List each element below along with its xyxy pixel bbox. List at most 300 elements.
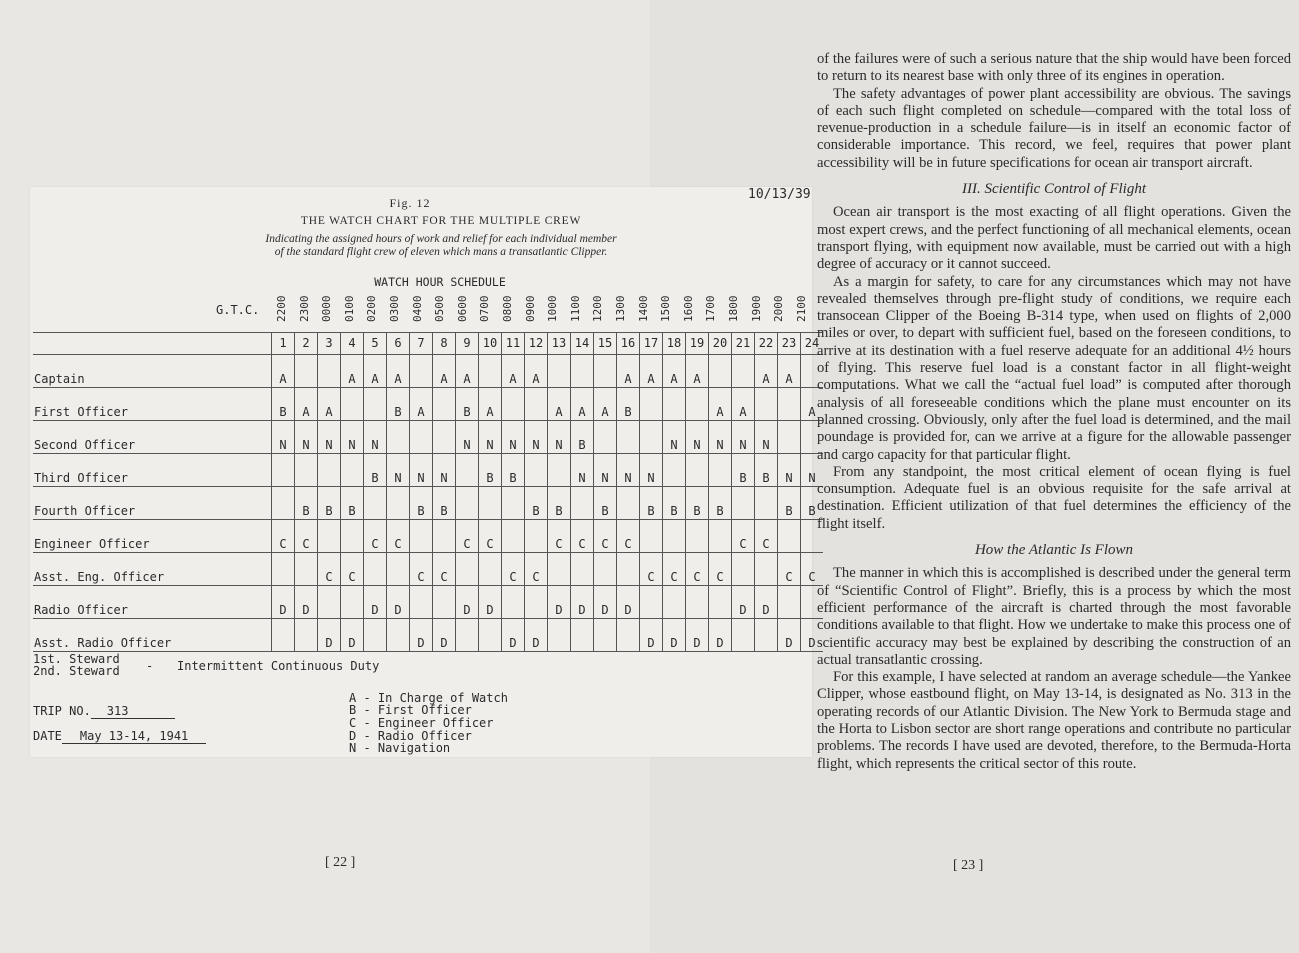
watch-cell: N: [387, 454, 410, 487]
watch-cell: [663, 586, 686, 619]
watch-cell: [433, 520, 456, 553]
watch-cell: [732, 619, 755, 652]
watch-cell: [272, 553, 295, 586]
watch-cell: B: [640, 487, 663, 520]
watch-cell: [272, 454, 295, 487]
watch-cell: [778, 421, 801, 454]
hour-label: [407, 292, 430, 327]
watch-cell: [387, 487, 410, 520]
hour-text: 2300: [297, 295, 311, 322]
watch-cell: [571, 355, 594, 388]
hour-label: [520, 292, 543, 327]
watch-cell: N: [617, 454, 640, 487]
watch-cell: N: [272, 421, 295, 454]
gtc-label: G.T.C.: [216, 303, 260, 317]
watch-cell: [433, 421, 456, 454]
hour-text: 0200: [365, 295, 379, 322]
watch-cell: D: [686, 619, 709, 652]
hour-text: 0600: [455, 295, 469, 322]
watch-cell: B: [617, 388, 640, 421]
hour-text: 0100: [342, 295, 356, 322]
legend-b: B - First Officer: [349, 703, 472, 717]
watch-cell: [778, 388, 801, 421]
steward-duty: Intermittent Continuous Duty: [177, 659, 380, 673]
watch-cell: A: [617, 355, 640, 388]
hour-label: [565, 292, 588, 327]
watch-cell: D: [732, 586, 755, 619]
watch-cell: A: [410, 388, 433, 421]
watch-cell: [272, 487, 295, 520]
watch-cell: D: [433, 619, 456, 652]
period-number: 3: [318, 333, 341, 355]
date-field: [33, 729, 206, 744]
hour-label: [655, 292, 678, 327]
watch-cell: A: [456, 355, 479, 388]
watch-cell: B: [502, 454, 525, 487]
watch-cell: B: [525, 487, 548, 520]
hour-text: 1600: [681, 295, 695, 322]
watch-cell: [778, 586, 801, 619]
watch-cell: D: [594, 586, 617, 619]
section-heading-scientific-control: III. Scientific Control of Flight: [962, 181, 1146, 198]
watch-cell: C: [456, 520, 479, 553]
watch-cell: D: [272, 586, 295, 619]
watch-cell: A: [318, 388, 341, 421]
watch-cell: D: [456, 586, 479, 619]
watch-cell: [479, 619, 502, 652]
hour-text: 1200: [591, 295, 605, 322]
watch-cell: C: [318, 553, 341, 586]
watch-cell: [709, 520, 732, 553]
period-number: 20: [709, 333, 732, 355]
hour-label: [384, 292, 407, 327]
period-number-row: [33, 333, 823, 355]
hour-text: 1400: [636, 295, 650, 322]
crew-row: [33, 586, 823, 619]
watch-cell: B: [686, 487, 709, 520]
hour-text: 1500: [659, 295, 673, 322]
watch-cell: C: [686, 553, 709, 586]
trip-number-label: TRIP NO.: [33, 704, 91, 718]
period-number: 7: [410, 333, 433, 355]
watch-cell: C: [801, 553, 824, 586]
watch-cell: [410, 520, 433, 553]
watch-cell: D: [801, 619, 824, 652]
watch-cell: [387, 421, 410, 454]
hour-text: 1900: [749, 295, 763, 322]
watch-cell: D: [617, 586, 640, 619]
hour-label: [316, 292, 339, 327]
watch-cell: D: [341, 619, 364, 652]
hour-label: [587, 292, 610, 327]
watch-cell: B: [755, 454, 778, 487]
watch-cell: [686, 586, 709, 619]
hour-text: 1700: [704, 295, 718, 322]
watch-cell: A: [709, 388, 732, 421]
watch-cell: N: [433, 454, 456, 487]
watch-cell: [456, 619, 479, 652]
watch-cell: N: [364, 421, 387, 454]
watch-cell: N: [341, 421, 364, 454]
crew-row: [33, 553, 823, 586]
hour-text: 0900: [523, 295, 537, 322]
paragraph-4: As a margin for safety, to care for any circumstances which may not have revealed themselves through pre-flight study of conditions, we require each transocean Clipper of the Boeing B-314 type, when used on flights of 2,000 miles or over, to depart with sufficient fuel, based on the foreseen conditions, to arrive at its destination with a fuel reserve adequate for an additional 4½ hours of flying. This reserve fuel load is a constant factor in all flight-weight computations. What we call the “actual fuel load” is computed after thorough analysis of all foreseeable conditions which the plane must encounter on its planned crossing. Obviously, only after the fuel load is determined, and the mail poundage is provided for, can we arrive at a figure for the allowable passenger and cargo capacity for that particular flight.: [817, 273, 1291, 463]
watch-cell: D: [295, 586, 318, 619]
hour-text: 0700: [478, 295, 492, 322]
crew-role-label: Engineer Officer: [33, 520, 272, 553]
watch-cell: [755, 553, 778, 586]
watch-cell: [295, 454, 318, 487]
watch-cell: [295, 355, 318, 388]
watch-cell: [410, 421, 433, 454]
watch-cell: N: [456, 421, 479, 454]
crew-row: [33, 487, 823, 520]
watch-cell: C: [295, 520, 318, 553]
watch-cell: [318, 520, 341, 553]
watch-cell: [525, 520, 548, 553]
right-page-text: [817, 51, 1291, 773]
steward-dash: -: [146, 659, 154, 673]
chart-title: THE WATCH CHART FOR THE MULTIPLE CREW: [300, 215, 582, 227]
date-label: DATE: [33, 729, 62, 743]
watch-cell: A: [686, 355, 709, 388]
watch-cell: [686, 520, 709, 553]
watch-cell: B: [479, 454, 502, 487]
watch-cell: D: [755, 586, 778, 619]
hour-text: 1800: [727, 295, 740, 322]
watch-cell: D: [548, 586, 571, 619]
watch-cell: A: [732, 388, 755, 421]
period-number: 17: [640, 333, 663, 355]
watch-cell: [525, 388, 548, 421]
watch-cell: B: [778, 487, 801, 520]
watch-cell: D: [640, 619, 663, 652]
watch-cell: [364, 553, 387, 586]
watch-cell: [364, 388, 387, 421]
watch-cell: D: [571, 586, 594, 619]
legend-n: N - Navigation: [349, 741, 451, 755]
watch-cell: [732, 355, 755, 388]
watch-cell: C: [479, 520, 502, 553]
watch-cell: [778, 520, 801, 553]
watch-cell: A: [525, 355, 548, 388]
period-number: 10: [479, 333, 502, 355]
watch-cell: [341, 520, 364, 553]
watch-cell: B: [433, 487, 456, 520]
watch-cell: B: [456, 388, 479, 421]
watch-cell: B: [663, 487, 686, 520]
watch-cell: C: [617, 520, 640, 553]
watch-cell: [640, 388, 663, 421]
watch-cell: B: [295, 487, 318, 520]
watch-cell: [456, 553, 479, 586]
watch-cell: [525, 454, 548, 487]
watch-cell: [709, 586, 732, 619]
watch-cell: [548, 619, 571, 652]
watch-cell: [571, 619, 594, 652]
period-number: 11: [502, 333, 525, 355]
period-number: 15: [594, 333, 617, 355]
period-number: 8: [433, 333, 456, 355]
hour-label: [542, 292, 565, 327]
hour-label: [474, 292, 497, 327]
watch-cell: C: [548, 520, 571, 553]
period-number: 9: [456, 333, 479, 355]
crew-role-label: Captain: [33, 355, 272, 388]
watch-cell: A: [364, 355, 387, 388]
hour-text: 1100: [568, 295, 582, 322]
legend-c: C - Engineer Officer: [349, 716, 494, 730]
watch-cell: C: [341, 553, 364, 586]
watch-cell: [387, 553, 410, 586]
watch-cell: C: [502, 553, 525, 586]
watch-cell: [663, 520, 686, 553]
crew-role-label: First Officer: [33, 388, 272, 421]
figure-label: Fig. 12: [389, 196, 431, 210]
period-number: 19: [686, 333, 709, 355]
watch-cell: [594, 355, 617, 388]
watch-cell: [640, 421, 663, 454]
watch-cell: C: [755, 520, 778, 553]
hour-label: [339, 292, 362, 327]
crew-role-label: Asst. Eng. Officer: [33, 553, 272, 586]
hour-text: 2100: [794, 295, 808, 322]
watch-cell: A: [594, 388, 617, 421]
hour-text: 0800: [501, 295, 514, 322]
page-number-left: [ 22 ]: [325, 855, 356, 870]
watch-cell: [456, 454, 479, 487]
period-number: 5: [364, 333, 387, 355]
hour-label: [746, 292, 769, 327]
crew-row: [33, 388, 823, 421]
watch-cell: [410, 586, 433, 619]
watch-cell: [502, 487, 525, 520]
watch-cell: A: [479, 388, 502, 421]
watch-cell: [364, 487, 387, 520]
paragraph-1: of the failures were of such a serious nature that the ship would have been forced to return to its nearest base with only three of its engines in operation.: [817, 51, 1291, 85]
watch-cell: C: [663, 553, 686, 586]
watch-cell: [410, 355, 433, 388]
paragraph-6: The manner in which this is accomplished is described under the general term of “Scientific Control of Flight”. Briefly, this is a process by which the most efficient performance of the aircraft is charted through the most favorable conditions available to that flight. How we undertake to make this process one of scientific accuracy may best be explained by describing the construction of an actual transatlantic crossing.: [817, 565, 1291, 668]
watch-cell: [617, 619, 640, 652]
watch-cell: A: [801, 388, 824, 421]
watch-cell: [479, 487, 502, 520]
watch-cell: [663, 388, 686, 421]
watch-cell: N: [801, 454, 824, 487]
period-number: 18: [663, 333, 686, 355]
watch-cell: D: [318, 619, 341, 652]
watch-cell: A: [548, 388, 571, 421]
watch-cell: [295, 619, 318, 652]
paragraph-3: Ocean air transport is the most exacting of all flight operations. Given the most expert crews, and the perfect functioning of all mechanical elements, ocean transport flying, with equipment now available, must be carried out with a high degree of accuracy or it cannot succeed.: [817, 204, 1291, 273]
hour-text: 2200: [275, 295, 288, 322]
watch-cell: C: [272, 520, 295, 553]
period-number: 12: [525, 333, 548, 355]
watch-cell: B: [387, 388, 410, 421]
watch-cell: C: [640, 553, 663, 586]
watch-cell: [502, 388, 525, 421]
period-number: 22: [755, 333, 778, 355]
watch-cell: [318, 586, 341, 619]
crew-role-label: Fourth Officer: [33, 487, 272, 520]
date-stamp: 10/13/39: [748, 187, 811, 202]
watch-cell: [387, 619, 410, 652]
crew-row: [33, 454, 823, 487]
watch-cell: N: [709, 421, 732, 454]
page-number-right: [ 23 ]: [953, 858, 984, 873]
steward-2-label: 2nd. Steward: [33, 664, 120, 678]
watch-cell: A: [502, 355, 525, 388]
watch-cell: [732, 553, 755, 586]
hour-label: [768, 292, 791, 327]
watch-cell: D: [502, 619, 525, 652]
watch-cell: A: [272, 355, 295, 388]
section-heading-atlantic-flown: How the Atlantic Is Flown: [974, 542, 1134, 559]
watch-cell: C: [778, 553, 801, 586]
watch-cell: [594, 421, 617, 454]
date-value: May 13-14, 1941: [62, 729, 206, 744]
watch-cell: N: [410, 454, 433, 487]
period-number: 1: [272, 333, 295, 355]
hour-text: 0500: [433, 295, 447, 322]
watch-cell: N: [479, 421, 502, 454]
watch-cell: [318, 355, 341, 388]
watch-cell: B: [594, 487, 617, 520]
watch-cell: B: [410, 487, 433, 520]
watch-cell: C: [594, 520, 617, 553]
watch-cell: [709, 454, 732, 487]
hour-text: 0400: [410, 295, 424, 322]
watch-cell: D: [663, 619, 686, 652]
period-number: 16: [617, 333, 640, 355]
watch-cell: C: [410, 553, 433, 586]
watch-cell: [502, 586, 525, 619]
watch-cell: D: [479, 586, 502, 619]
watch-cell: N: [640, 454, 663, 487]
crew-row: [33, 619, 823, 652]
hour-label: [294, 292, 317, 327]
paragraph-7: For this example, I have selected at random an average schedule—the Yankee Clipper, whose eastbound flight, on May 13-14, is designated as No. 313 in the operating records of our Atlantic Division. The New York to Bermuda stage and the Horta to Lisbon sector are short range operations and contribute no particular problems. The records I have used are devoted, therefore, to the Bermuda-Horta flight, which represents the critical sector of this route.: [817, 669, 1291, 772]
crew-row: [33, 355, 823, 388]
legend-a: A - In Charge of Watch: [349, 691, 508, 705]
hour-label: [452, 292, 475, 327]
watch-cell: [686, 388, 709, 421]
paragraph-5: From any standpoint, the most critical element of ocean flying is fuel consumption. Adequate fuel is an obvious requisite for the safe arrival at destination. Efficient utilization of that fuel determines the efficiency of the flight itself.: [817, 463, 1291, 532]
hour-label: [791, 292, 814, 327]
watch-cell: [295, 553, 318, 586]
watch-cell: [341, 454, 364, 487]
crew-row: [33, 421, 823, 454]
watch-cell: [433, 586, 456, 619]
watch-cell: N: [571, 454, 594, 487]
hour-text: 1000: [546, 295, 560, 322]
watch-cell: C: [433, 553, 456, 586]
hour-label: [497, 292, 520, 327]
hour-text: 2000: [772, 295, 786, 322]
watch-cell: B: [709, 487, 732, 520]
watch-cell: [456, 487, 479, 520]
crew-role-label: Second Officer: [33, 421, 272, 454]
watch-cell: C: [571, 520, 594, 553]
watch-cell: [272, 619, 295, 652]
crew-role-label: Asst. Radio Officer: [33, 619, 272, 652]
watch-cell: C: [732, 520, 755, 553]
watch-cell: [525, 586, 548, 619]
watch-cell: N: [295, 421, 318, 454]
watch-cell: B: [272, 388, 295, 421]
watch-cell: A: [571, 388, 594, 421]
watch-cell: [571, 487, 594, 520]
period-number: 14: [571, 333, 594, 355]
watch-cell: [617, 421, 640, 454]
crew-row: [33, 520, 823, 553]
watch-cell: [341, 388, 364, 421]
watch-cell: A: [341, 355, 364, 388]
watch-cell: A: [387, 355, 410, 388]
hour-label: [361, 292, 384, 327]
watch-cell: B: [364, 454, 387, 487]
watch-cell: [571, 553, 594, 586]
hour-text: 0300: [388, 295, 401, 322]
crew-role-label: Radio Officer: [33, 586, 272, 619]
watch-cell: B: [571, 421, 594, 454]
watch-schedule-table: [33, 332, 823, 652]
watch-cell: D: [387, 586, 410, 619]
chart-subtitle-line-1: Indicating the assigned hours of work and relief for each individual member: [265, 233, 617, 245]
watch-cell: [732, 487, 755, 520]
watch-cell: B: [318, 487, 341, 520]
watch-cell: [479, 553, 502, 586]
watch-cell: [594, 553, 617, 586]
watch-cell: [686, 454, 709, 487]
watch-cell: N: [686, 421, 709, 454]
watch-cell: B: [732, 454, 755, 487]
crew-role-label: Third Officer: [33, 454, 272, 487]
period-number: 24: [801, 333, 824, 355]
period-number: 13: [548, 333, 571, 355]
watch-cell: [709, 355, 732, 388]
watch-cell: N: [594, 454, 617, 487]
hour-text: 0000: [320, 295, 334, 322]
watch-cell: D: [525, 619, 548, 652]
watch-cell: [617, 553, 640, 586]
watch-cell: [479, 355, 502, 388]
watch-cell: N: [525, 421, 548, 454]
watch-cell: [755, 388, 778, 421]
period-number: 23: [778, 333, 801, 355]
watch-cell: C: [709, 553, 732, 586]
watch-cell: A: [755, 355, 778, 388]
hour-label: [700, 292, 723, 327]
watch-cell: [755, 619, 778, 652]
watch-cell: C: [525, 553, 548, 586]
hour-label: [429, 292, 452, 327]
period-number: 2: [295, 333, 318, 355]
watch-cell: B: [801, 487, 824, 520]
watch-cell: [548, 553, 571, 586]
watch-cell: D: [410, 619, 433, 652]
blank-corner-cell: [33, 333, 272, 355]
watch-cell: [640, 586, 663, 619]
steward-1-label: 1st. Steward: [33, 652, 120, 666]
trip-number-value: 313: [91, 704, 175, 719]
watch-cell: B: [548, 487, 571, 520]
watch-cell: A: [640, 355, 663, 388]
schedule-title: WATCH HOUR SCHEDULE: [374, 275, 506, 289]
watch-cell: A: [663, 355, 686, 388]
chart-subtitle-line-2: of the standard flight crew of eleven which mans a transatlantic Clipper.: [274, 246, 608, 258]
watch-cell: [502, 520, 525, 553]
